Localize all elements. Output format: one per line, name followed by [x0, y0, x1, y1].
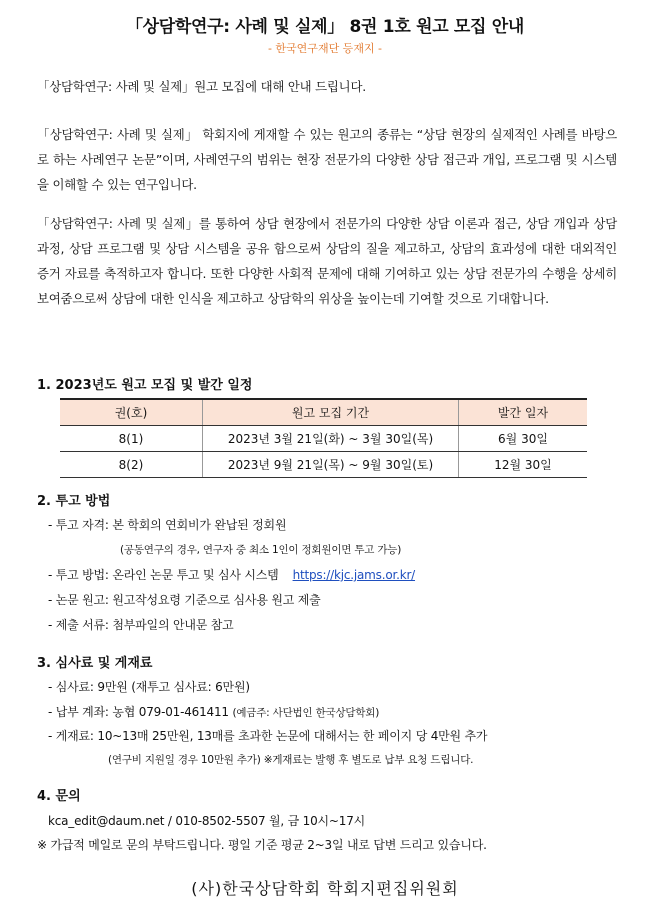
- table-row: [60, 452, 587, 478]
- schedule-table: [60, 398, 587, 478]
- qualification-line: - 투고 자격: 본 학회의 연회비가 완납된 정회원: [48, 518, 287, 532]
- contact-heading: 4. 문의: [37, 789, 81, 804]
- page-subtitle: - 한국연구재단 등재지 -: [267, 42, 383, 55]
- col-period: 원고 모집 기간: [203, 399, 459, 426]
- qualification-note: (공동연구의 경우, 연구자 중 최소 1인이 정회원이면 투고 가능): [120, 544, 402, 556]
- method-line: [48, 566, 415, 583]
- table-header-row: [60, 399, 587, 426]
- schedule-heading: 1. 2023년도 원고 모집 및 발간 일정: [37, 378, 253, 393]
- contact-note: ※ 가급적 메일로 문의 부탁드립니다. 평일 기준 평균 2~3일 내로 답변 드리고 있습니다.: [37, 838, 487, 852]
- review-fee-line: - 심사료: 9만원 (재투고 심사료: 6만원): [48, 680, 250, 694]
- account-text: - 납부 계좌: 농협 079-01-461411: [48, 705, 229, 719]
- cell-pubdate: 6월 30일: [459, 426, 588, 452]
- method-text: - 투고 방법: 온라인 논문 투고 및 심사 시스템: [48, 568, 279, 582]
- footer-organization: (사)한국상담학회 학회지편집위원회: [191, 879, 459, 898]
- submission-heading: 2. 투고 방법: [37, 494, 111, 509]
- fees-heading: 3. 심사료 및 게재료: [37, 656, 153, 671]
- cell-volume: 8(1): [60, 426, 203, 452]
- col-pubdate: 발간 일자: [459, 399, 588, 426]
- publication-fee-line: - 게재료: 10~13매 25만원, 13매를 초과한 논문에 대해서는 한 페이지 당 4만원 추가: [48, 729, 488, 743]
- intro-paragraph-3: 「상담학연구: 사례 및 실제」를 통하여 상담 현장에서 전문가의 다양한 상담 이론과 접근, 상담 개입과 상담 과정, 상담 프로그램 및 상담 시스템을 공유 함으로써 상담의 질을 제고하고, 상담의 효과성에 대한 대외적인 증거 자료를 축적하고자 합니다. 또한 다양한 사회적 문제에 대해 기여하고 있는 상담 전문가의 수행을 상세히 보여줌으로써 상담에 대한 인식을 제고하고 상담학의 위상을 높이는데 기여할 것으로 기대합니다.: [37, 216, 617, 306]
- account-holder: (예금주: 사단법인 한국상담학회): [232, 707, 380, 719]
- col-volume: 권(호): [60, 399, 203, 426]
- cell-pubdate: 12월 30일: [459, 452, 588, 478]
- cell-volume: 8(2): [60, 452, 203, 478]
- documents-line: - 제출 서류: 첨부파일의 안내문 참고: [48, 618, 234, 632]
- intro-paragraph-1: 「상담학연구: 사례 및 실제」원고 모집에 대해 안내 드립니다.: [37, 79, 366, 94]
- cell-period: 2023년 9월 21일(목) ~ 9월 30일(토): [203, 452, 459, 478]
- contact-line: kca_edit@daum.net / 010-8502-5507 월, 금 10시~17시: [48, 814, 366, 828]
- submission-system-link[interactable]: https://kjc.jams.or.kr/: [292, 568, 416, 582]
- page-title: 「상담학연구: 사례 및 실제」 8권 1호 원고 모집 안내: [125, 17, 525, 37]
- intro-paragraph-2: 「상담학연구: 사례 및 실제」 학회지에 게재할 수 있는 원고의 종류는 “상담 현장의 실제적인 사례를 바탕으로 하는 사례연구 논문”이며, 사례연구의 범위는 현장 전문가의 다양한 상담 접근과 개입, 프로그램 및 시스템을 이해할 수 있는 연구입니다.: [37, 127, 617, 192]
- publication-fee-note: (연구비 지원일 경우 10만원 추가) ※게재료는 발행 후 별도로 납부 요청 드립니다.: [108, 754, 474, 766]
- account-line: [48, 703, 379, 720]
- manuscript-line: - 논문 원고: 원고작성요령 기준으로 심사용 원고 제출: [48, 593, 321, 607]
- table-row: [60, 426, 587, 452]
- cell-period: 2023년 3월 21일(화) ~ 3월 30일(목): [203, 426, 459, 452]
